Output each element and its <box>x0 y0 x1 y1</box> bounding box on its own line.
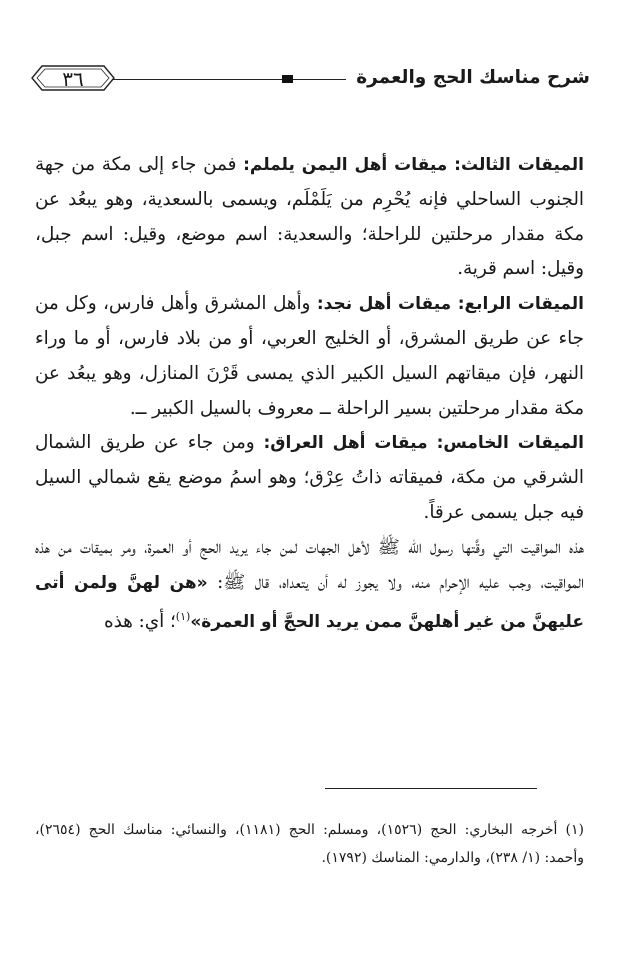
page-number-badge <box>30 63 116 93</box>
paragraph-lead: الميقات الثالث: ميقات أهل اليمن يلملم: <box>243 155 584 175</box>
paragraph-text: هذه المواقيت التي وقَّتها رسول الله ﷺ لأهل الجهات لمن جاء يريد الحج أو العمرة، ومر بميقات من هذه المواقيت، وجب عليه الإحرام منه، ولا يجوز له أن يتعداه، قال ﷺ: <box>35 536 584 593</box>
footnote-item: (١) أخرجه البخاري: الحج (١٥٢٦)، ومسلم: الحج (١١٨١)، والنسائي: مناسك الحج (٢٦٥٤)، وأحمد: (١/ ٢٣٨)، والدارمي: المناسك (١٧٩٢). <box>35 822 584 866</box>
footnote-reference[interactable]: (١) <box>175 610 191 624</box>
hadith-quote: «هن لهنَّ ولمن أتى عليهنَّ من غير أهلهنَّ ممن يريد الحجَّ أو العمرة» <box>35 572 584 633</box>
paragraph-text: فمن جاء إلى مكة من جهة الجنوب الساحلي فإنه يُحْرِم من يَلَمْلَم، ويسمى بالسعدية، وهو يبعُد عن مكة مقدار مرحلتين للراحلة؛ والسعدية: اسم موضع، وقيل: اسم جبل، وقيل: اسم قرية. <box>35 154 584 280</box>
paragraph-mawaqit-summary <box>35 531 584 640</box>
paragraph-lead: الميقات الرابع: ميقات أهل نجد: <box>316 294 584 315</box>
running-title: شرح مناسك الحج والعمرة <box>346 63 590 93</box>
paragraph-tail: ؛ أي: هذه <box>104 611 176 633</box>
title-ornament-square <box>282 75 293 83</box>
page-header <box>30 55 590 99</box>
paragraph-text: ومن جاء عن طريق الشمال الشرقي من مكة، فميقاته ذاتُ عِرْق؛ وهو اسمُ موضع يقع شمالي السيل فيه جبل يسمى عرقاً. <box>35 432 584 523</box>
footnotes <box>35 816 584 872</box>
main-text <box>35 148 584 640</box>
paragraph-miqat-5 <box>35 426 584 530</box>
paragraph-lead: الميقات الخامس: ميقات أهل العراق: <box>263 433 584 454</box>
paragraph-text: وأهل المشرق وأهل فارس، وكل من جاء عن طريق المشرق، أو الخليج العربي، أو من بلاد فارس، أو ما وراء النهر، فإن ميقاتهم السيل الكبير الذي يمسى قَرْنَ المنازل، وهو يبعُد عن مكة مقدار مرحلتين بسير الراحلة ــ معروف بالسيل الكبير ــ. <box>35 293 584 419</box>
paragraph-miqat-3 <box>35 148 584 287</box>
footnote-separator <box>325 788 537 789</box>
paragraph-miqat-4 <box>35 287 584 426</box>
page-number: ٣٦ <box>62 67 84 91</box>
